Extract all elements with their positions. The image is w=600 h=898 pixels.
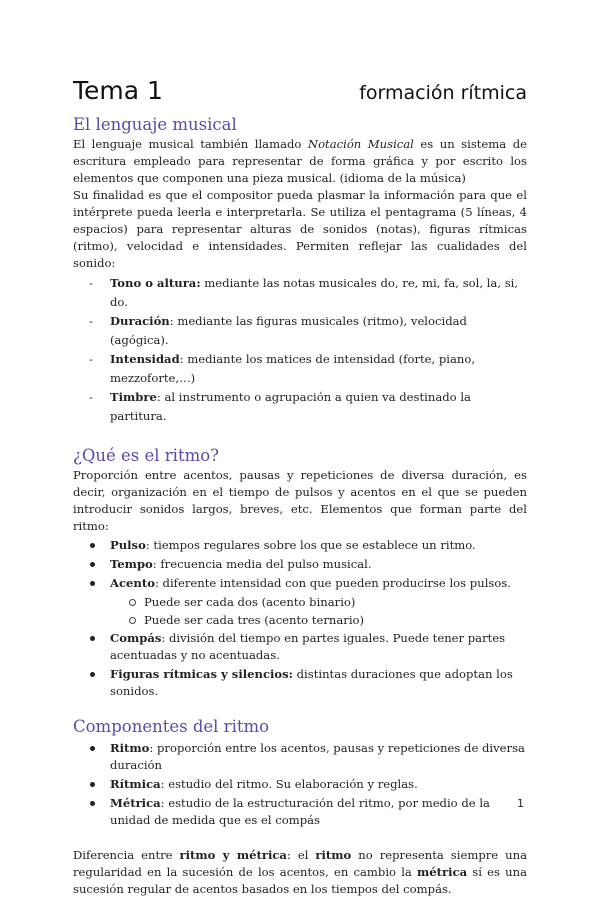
list-text: : al instrumento o agrupación a quien va destinado la partitura. [110, 390, 471, 423]
list-item [73, 312, 527, 350]
text-run: El lenguaje musical también llamado [73, 137, 308, 151]
section-heading-componentes: Componentes del ritmo [73, 717, 270, 736]
list-term: Pulso [110, 538, 146, 552]
paragraph-difference [73, 847, 527, 898]
list-item [73, 630, 527, 664]
paragraph-rhythm-definition: Proporción entre acentos, pausas y repeticiones de diversa duración, es decir, organización en el tiempo de pulsos y acentos en el que se pueden introducir sonidos largos, breves, etc. Elementos que forman parte del ritmo: [73, 468, 527, 533]
list-item [73, 388, 527, 426]
list-term: Intensidad [110, 352, 180, 366]
text-run: es un sistema de escritura empleado para representar de forma gráfica y por escrito los elementos que componen una pieza musical. (idioma de la música) [73, 137, 527, 185]
list-term: Rítmica [110, 777, 161, 791]
list-item [73, 795, 527, 829]
list-text: : estudio de la estructuración del ritmo, por medio de la unidad de medida que es el compás [110, 796, 490, 827]
list-text: : estudio del ritmo. Su elaboración y reglas. [160, 777, 418, 791]
section-heading-ritmo: ¿Qué es el ritmo? [73, 446, 219, 465]
sublist-item: Puede ser cada tres (acento ternario) [73, 612, 527, 629]
list-item [73, 274, 527, 312]
list-text: : tiempos regulares sobre los que se establece un ritmo. [145, 538, 476, 552]
paragraph-purpose: Su finalidad es que el compositor pueda plasmar la información para que el intérprete pueda leerla e interpretarla. Se utiliza el pentagrama (5 líneas, 4 espacios) para representar alturas de sonidos (notas), figuras rítmicas (ritmo), velocidad e intensidades. Permiten reflejar las cualidades del sonido: [73, 188, 527, 270]
list-text: : mediante las figuras musicales (ritmo), velocidad (agógica). [110, 314, 467, 347]
text-run: Diferencia entre [73, 848, 180, 862]
bold-term: métrica [417, 865, 468, 879]
list-text: mediante las notas musicales do, re, mi, fa, sol, la, si, do. [110, 276, 519, 309]
text-run: sí es una sucesión regular de acentos basados en los tiempos del compás. [73, 865, 527, 896]
emphasis-term: Notación Musical [307, 137, 414, 151]
text-run: : el [286, 848, 316, 862]
list-term: Duración [110, 314, 170, 328]
list-text: : diferente intensidad con que pueden producirse los pulsos. [154, 576, 511, 590]
list-text: : proporción entre los acentos, pausas y repeticiones de diversa duración [110, 741, 525, 772]
page-header [73, 76, 527, 110]
paragraph-definition [73, 136, 527, 187]
list-text: : frecuencia media del pulso musical. [152, 557, 372, 571]
list-item [73, 740, 527, 774]
list-term: Tempo [110, 557, 153, 571]
list-item [73, 575, 527, 592]
sublist-item: Puede ser cada dos (acento binario) [73, 594, 527, 611]
bold-term: ritmo [315, 848, 352, 862]
list-item [73, 556, 527, 573]
list-term: Métrica [110, 796, 161, 810]
list-item [73, 537, 527, 554]
bold-term: ritmo y métrica [179, 848, 287, 862]
page-number: 1 [517, 797, 524, 810]
list-term: Timbre [110, 390, 157, 404]
list-item [73, 776, 527, 793]
list-term: Compás [110, 631, 162, 645]
section-heading-lenguaje: El lenguaje musical [73, 115, 237, 134]
accent-sublist [73, 594, 527, 629]
list-term: Ritmo [110, 741, 150, 755]
list-item [73, 666, 527, 700]
topic-title: Tema 1 [73, 76, 163, 105]
page-content [73, 114, 527, 898]
rhythm-elements-list [73, 537, 527, 592]
rhythm-elements-list-continued [73, 630, 527, 700]
rhythm-components-list [73, 740, 527, 829]
list-text: distintas duraciones que adoptan los sonidos. [110, 667, 513, 698]
list-term: Figuras rítmicas y silencios: [110, 667, 293, 681]
list-item [73, 350, 527, 388]
list-text: : división del tiempo en partes iguales. Puede tener partes acentuadas y no acentuadas. [110, 631, 506, 662]
list-text: : mediante los matices de intensidad (forte, piano, mezzoforte,…) [110, 352, 476, 385]
list-term: Tono o altura: [110, 276, 201, 290]
text-run: no representa siempre una regularidad en la sucesión de los acentos, en cambio la [73, 848, 527, 879]
subject-title: formación rítmica [359, 82, 527, 104]
list-term: Acento [110, 576, 155, 590]
sound-qualities-list [73, 274, 527, 426]
